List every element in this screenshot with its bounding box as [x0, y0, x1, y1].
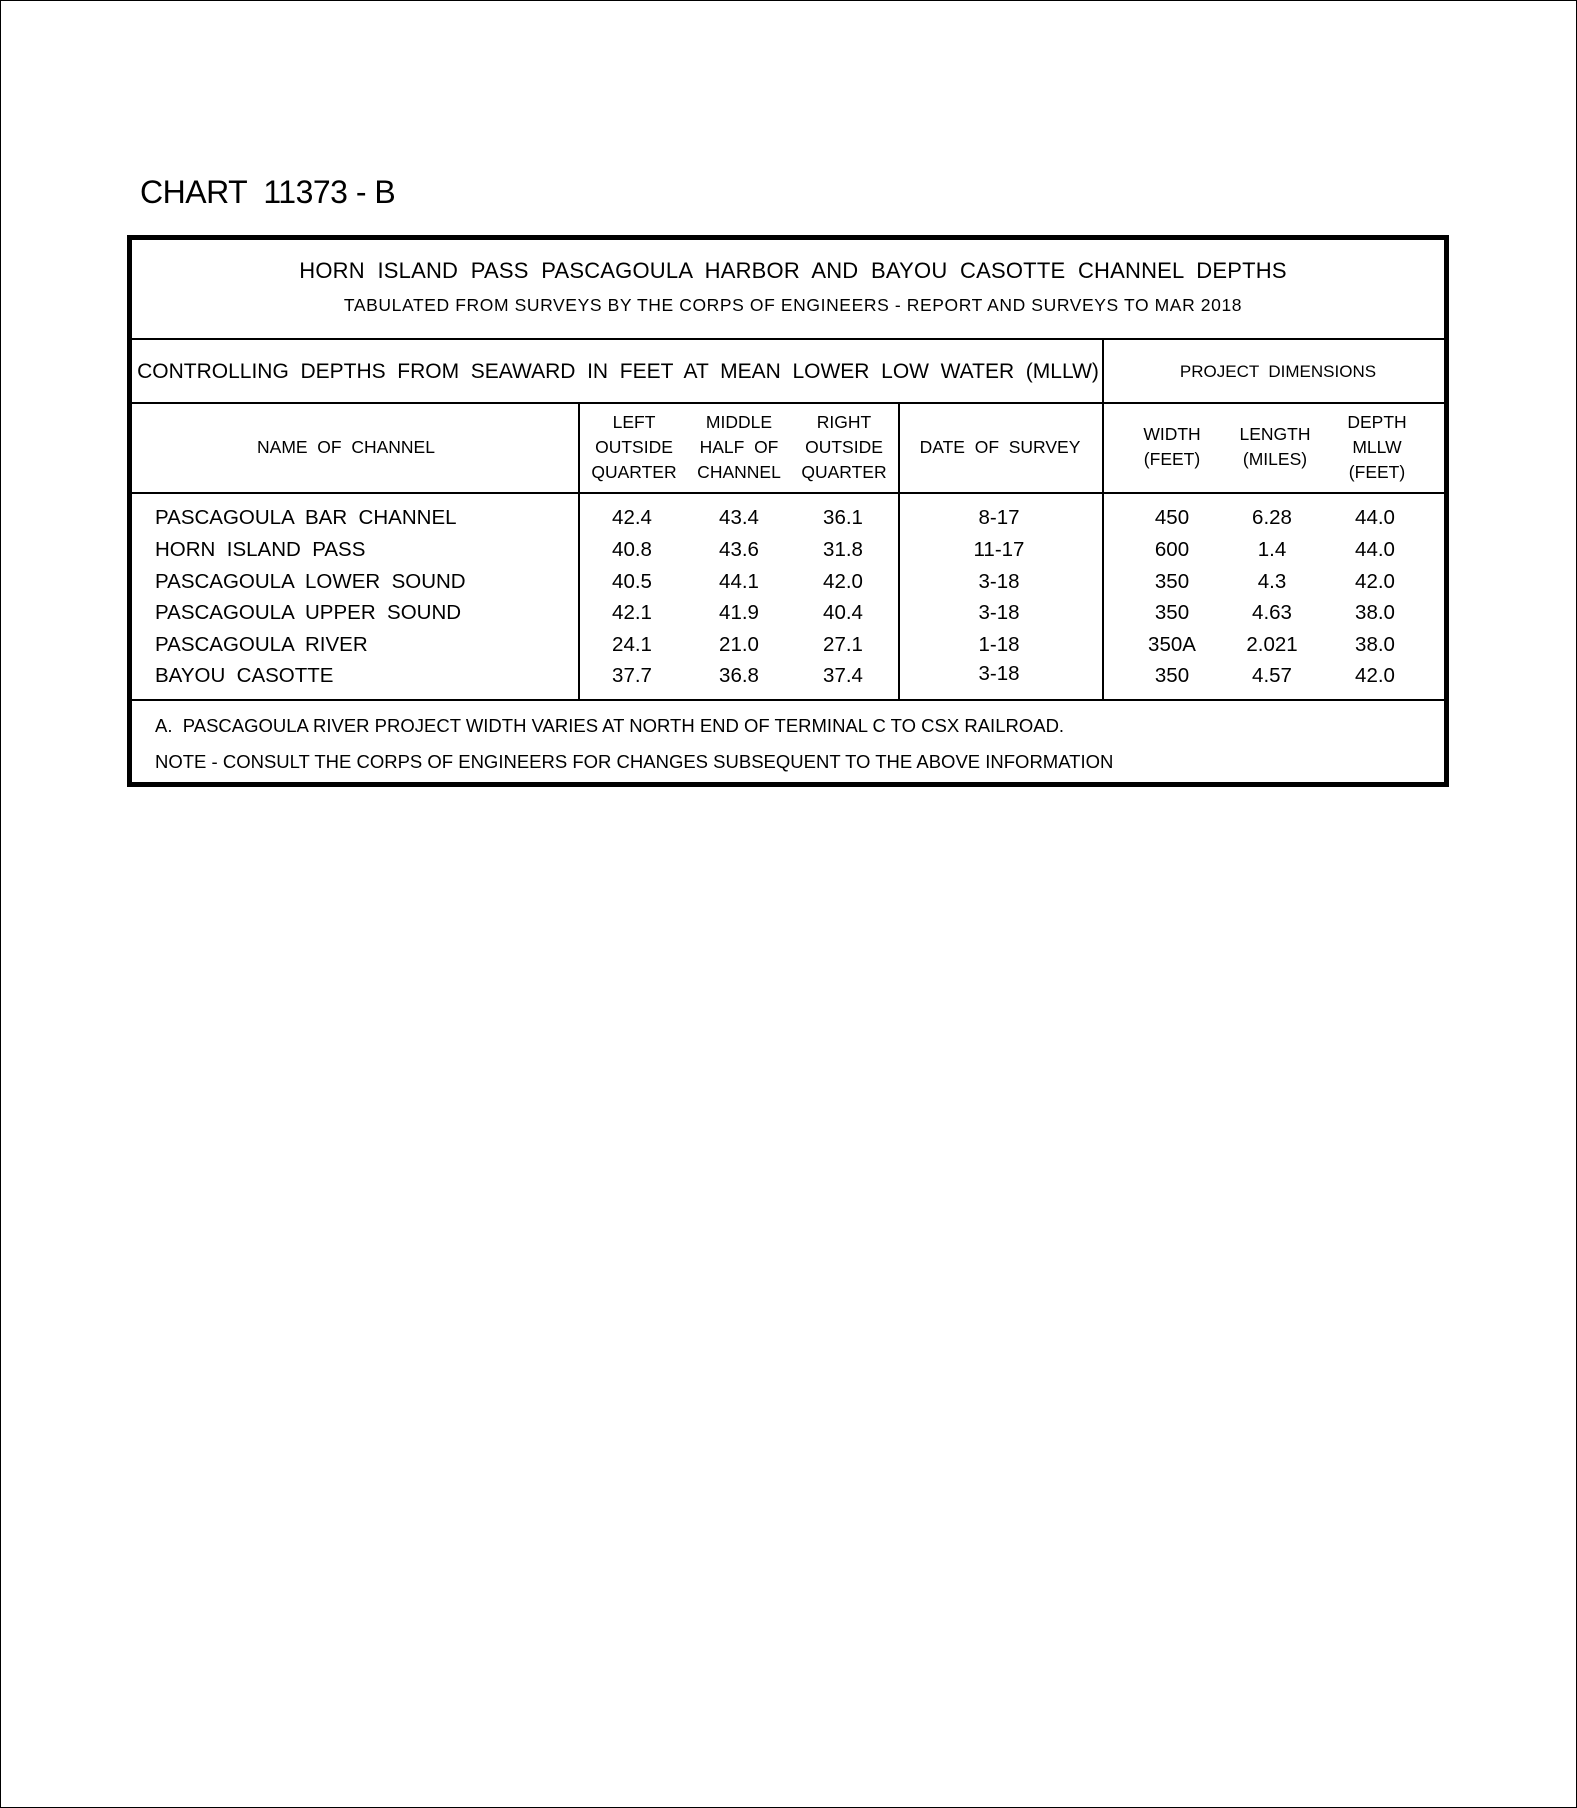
table-title: HORN ISLAND PASS PASCAGOULA HARBOR AND BAYOU CASOTTE CHANNEL DEPTHS: [299, 258, 1287, 283]
left-quarter-value: 24.1: [612, 633, 652, 656]
channel-name: PASCAGOULA UPPER SOUND: [155, 601, 462, 624]
col-header-depth-mllw: DEPTH MLLW (FEET): [1347, 412, 1407, 482]
width-value: 600: [1154, 538, 1190, 561]
footnote-a: A. PASCAGOULA RIVER PROJECT WIDTH VARIES AT NORTH END OF TERMINAL C TO CSX RAILROAD.: [155, 715, 1065, 736]
col-header-name: NAME OF CHANNEL: [257, 437, 435, 457]
width-value: 350: [1154, 570, 1190, 593]
survey-date-value: 3-18: [978, 570, 1020, 593]
col-header-right-outside-quarter: RIGHT OUTSIDE QUARTER: [801, 412, 887, 482]
col-header-width: WIDTH (FEET): [1143, 424, 1201, 469]
middle-half-value: 21.0: [719, 633, 759, 656]
col-header-left-outside-quarter: LEFT OUTSIDE QUARTER: [591, 412, 677, 482]
project-dimensions-header: PROJECT DIMENSIONS: [1179, 362, 1377, 381]
channel-name: PASCAGOULA RIVER: [155, 633, 368, 656]
right-quarter-value: 40.4: [823, 601, 863, 624]
middle-half-value: 36.8: [719, 664, 759, 687]
col-header-length: LENGTH (MILES): [1239, 424, 1311, 469]
depth-value: 38.0: [1355, 633, 1395, 656]
length-value: 2.021: [1246, 633, 1298, 656]
divider-date-column: [898, 402, 900, 699]
rule-below-title: [132, 338, 1444, 340]
middle-half-value: 43.4: [719, 506, 759, 529]
note-consult-corps: NOTE - CONSULT THE CORPS OF ENGINEERS FOR CHANGES SUBSEQUENT TO THE ABOVE INFORMATION: [155, 751, 1114, 772]
right-quarter-value: 37.4: [823, 664, 863, 687]
right-quarter-value: 42.0: [823, 570, 863, 593]
survey-date-value: 1-18: [978, 633, 1020, 656]
length-value: 4.57: [1252, 664, 1292, 687]
width-value: 450: [1154, 506, 1190, 529]
channel-depths-table: [127, 235, 1449, 787]
channel-name: PASCAGOULA LOWER SOUND: [155, 570, 466, 593]
middle-half-value: 41.9: [719, 601, 759, 624]
left-quarter-value: 37.7: [612, 664, 652, 687]
chart-id-heading: CHART 11373 - B: [140, 174, 396, 210]
col-header-middle-half: MIDDLE HALF OF CHANNEL: [697, 412, 781, 482]
width-value: 350A: [1148, 633, 1196, 656]
channel-name: PASCAGOULA BAR CHANNEL: [155, 506, 457, 529]
middle-half-value: 44.1: [719, 570, 759, 593]
divider-project-dimensions: [1102, 338, 1104, 699]
width-value: 350: [1154, 601, 1190, 624]
rule-below-section-headers: [132, 402, 1444, 404]
col-header-date-of-survey: DATE OF SURVEY: [919, 437, 1081, 457]
depth-value: 44.0: [1355, 506, 1395, 529]
survey-date-value: 3-18: [978, 601, 1020, 624]
survey-date-value: 3-18: [978, 662, 1020, 685]
depth-value: 42.0: [1355, 570, 1395, 593]
right-quarter-value: 27.1: [823, 633, 863, 656]
left-quarter-value: 42.1: [612, 601, 652, 624]
rule-below-rows: [132, 699, 1444, 701]
length-value: 4.63: [1252, 601, 1292, 624]
divider-name-column: [578, 402, 580, 699]
survey-date-value: 8-17: [978, 506, 1020, 529]
table-subtitle: TABULATED FROM SURVEYS BY THE CORPS OF ENGINEERS - REPORT AND SURVEYS TO MAR 2018: [343, 295, 1243, 315]
width-value: 350: [1154, 664, 1190, 687]
right-quarter-value: 36.1: [823, 506, 863, 529]
controlling-depths-header: CONTROLLING DEPTHS FROM SEAWARD IN FEET AT MEAN LOWER LOW WATER (MLLW): [137, 360, 1099, 383]
channel-name: BAYOU CASOTTE: [155, 664, 334, 687]
right-quarter-value: 31.8: [823, 538, 863, 561]
length-value: 1.4: [1257, 538, 1287, 561]
survey-date-value: 11-17: [973, 538, 1025, 561]
left-quarter-value: 42.4: [612, 506, 652, 529]
channel-name: HORN ISLAND PASS: [155, 538, 366, 561]
left-quarter-value: 40.8: [612, 538, 652, 561]
length-value: 4.3: [1257, 570, 1287, 593]
length-value: 6.28: [1252, 506, 1292, 529]
rule-below-column-headers: [132, 492, 1444, 494]
middle-half-value: 43.6: [719, 538, 759, 561]
depth-value: 44.0: [1355, 538, 1395, 561]
left-quarter-value: 40.5: [612, 570, 652, 593]
depth-value: 38.0: [1355, 601, 1395, 624]
depth-value: 42.0: [1355, 664, 1395, 687]
